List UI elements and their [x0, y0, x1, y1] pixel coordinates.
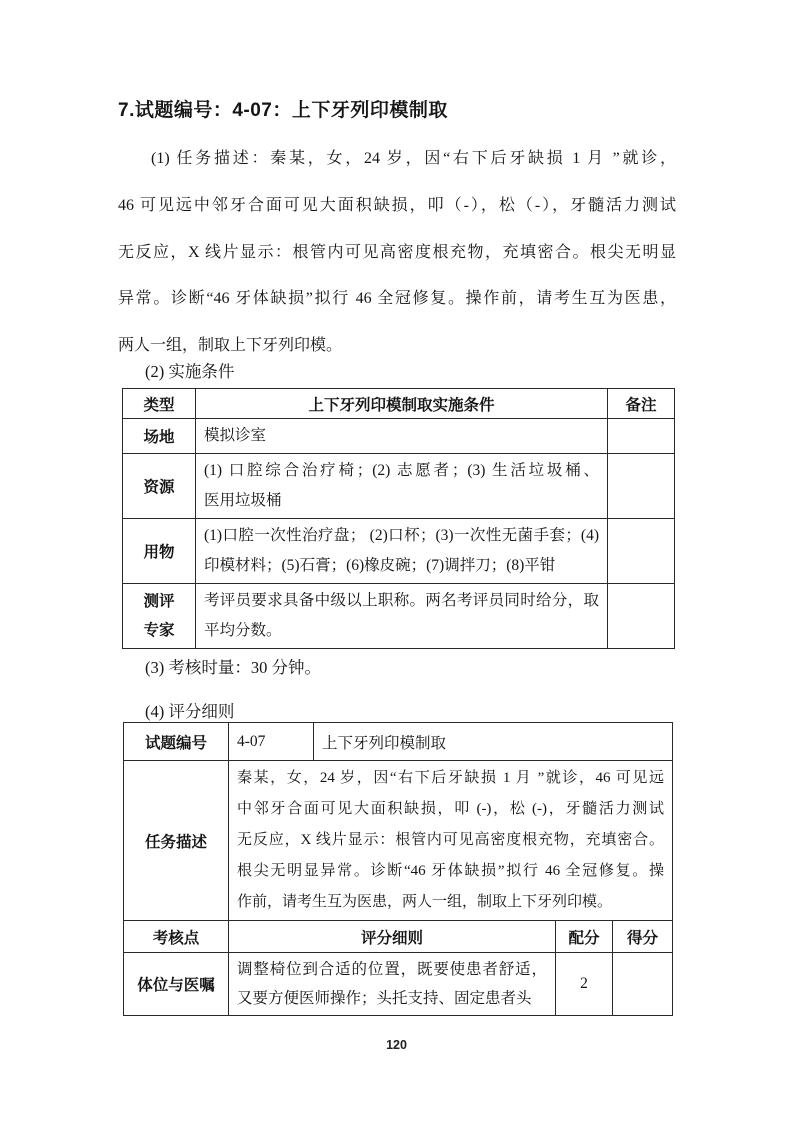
- question-code: 4-07: [229, 723, 314, 761]
- heading-scoring: (4) 评分细则: [145, 702, 235, 721]
- text-line: 医用垃圾桶: [204, 492, 282, 509]
- text-line: 异常。诊断“46 牙体缺损”拟行 46 全冠修复。操作前，请考生互为医患，: [118, 290, 676, 308]
- row-label: 场地: [123, 419, 196, 454]
- text-line: 专家: [143, 622, 175, 639]
- scoring-col-earned: 得分: [613, 921, 673, 953]
- scoring-earned: [613, 953, 673, 1016]
- page-title: 7.试题编号：4-07：上下牙列印模制取: [118, 100, 448, 121]
- row-label: 用物: [123, 519, 196, 584]
- question-id-label: 试题编号: [124, 723, 229, 761]
- conditions-col-type: 类型: [123, 389, 196, 419]
- question-id-row: [124, 723, 673, 761]
- row-label: [123, 584, 196, 649]
- text-line: 又要方便医师操作；头托支持、固定患者头: [237, 990, 532, 1007]
- heading-duration: (3) 考核时量：30 分钟。: [145, 658, 321, 677]
- text-line: (1)口腔一次性治疗盘； (2)口杯；(3)一次性无菌手套；(4): [204, 527, 599, 544]
- text-line: 中邻牙合面可见大面积缺损，叩 (-)，松 (-)，牙髓活力测试: [237, 801, 665, 817]
- text-line: 无反应，X 线片显示：根管内可见高密度根充物，充填密合。根尖无明显: [118, 243, 676, 261]
- table-row: [123, 419, 675, 454]
- row-note: [608, 519, 675, 584]
- task-description-content: [229, 761, 673, 921]
- task-description-paragraph: [118, 136, 676, 370]
- question-name: 上下牙列印模制取: [314, 723, 673, 761]
- conditions-table: [122, 388, 675, 649]
- text-line: 模拟诊室: [204, 427, 267, 444]
- scoring-col-point: 考核点: [124, 921, 229, 953]
- text-line: 调整椅位到合适的位置，既要使患者舒适，: [237, 961, 547, 978]
- scoring-detail: [229, 953, 556, 1016]
- task-description-row: [124, 761, 673, 921]
- text-line: 两人一组，制取上下牙列印模。: [118, 337, 343, 355]
- heading-conditions: (2) 实施条件: [145, 362, 235, 381]
- text-line: (1) 任务描述：秦某，女，24 岁，因“右下后牙缺损 1 月 ”就诊，: [151, 150, 676, 167]
- table-row: [123, 584, 675, 649]
- conditions-col-title: 上下牙列印模制取实施条件: [196, 389, 608, 419]
- table-row: [123, 454, 675, 519]
- text-line: 无反应，X 线片显示：根管内可见高密度根充物，充填密合。: [237, 832, 665, 848]
- text-line: 46 可见远中邻牙合面可见大面积缺损，叩（-），松（-），牙髓活力测试: [118, 196, 676, 214]
- row-note: [608, 419, 675, 454]
- scoring-row: [124, 953, 673, 1016]
- row-content: [196, 419, 608, 454]
- row-content: [196, 584, 608, 649]
- scoring-table: [123, 722, 673, 1016]
- text-line: 测评: [143, 593, 175, 610]
- text-line: (1) 口腔综合治疗椅；(2) 志愿者；(3) 生活垃圾桶、: [204, 462, 599, 479]
- scoring-header-row: [124, 921, 673, 953]
- text-line: 秦某，女，24 岁，因“右下后牙缺损 1 月 ”就诊，46 可见远: [237, 770, 665, 786]
- scoring-score: 2: [556, 953, 613, 1016]
- row-note: [608, 454, 675, 519]
- scoring-col-score: 配分: [556, 921, 613, 953]
- page-number: 120: [386, 1038, 407, 1052]
- table-row: [123, 519, 675, 584]
- text-line: 考评员要求具备中级以上职称。两名考评员同时给分，取: [204, 592, 599, 609]
- row-content: [196, 454, 608, 519]
- text-line: 根尖无明显异常。诊断“46 牙体缺损”拟行 46 全冠修复。操: [237, 863, 665, 879]
- row-content: [196, 519, 608, 584]
- text-line: 印模材料；(5)石膏；(6)橡皮碗；(7)调拌刀；(8)平钳: [204, 557, 556, 574]
- text-line: 平均分数。: [204, 622, 282, 639]
- task-description-label: 任务描述: [124, 761, 229, 921]
- conditions-col-note: 备注: [608, 389, 675, 419]
- row-note: [608, 584, 675, 649]
- scoring-col-detail: 评分细则: [229, 921, 556, 953]
- conditions-header-row: [123, 389, 675, 419]
- text-line: 作前，请考生互为医患，两人一组，制取上下牙列印模。: [237, 894, 613, 910]
- row-label: 资源: [123, 454, 196, 519]
- scoring-point: 体位与医嘱: [124, 953, 229, 1016]
